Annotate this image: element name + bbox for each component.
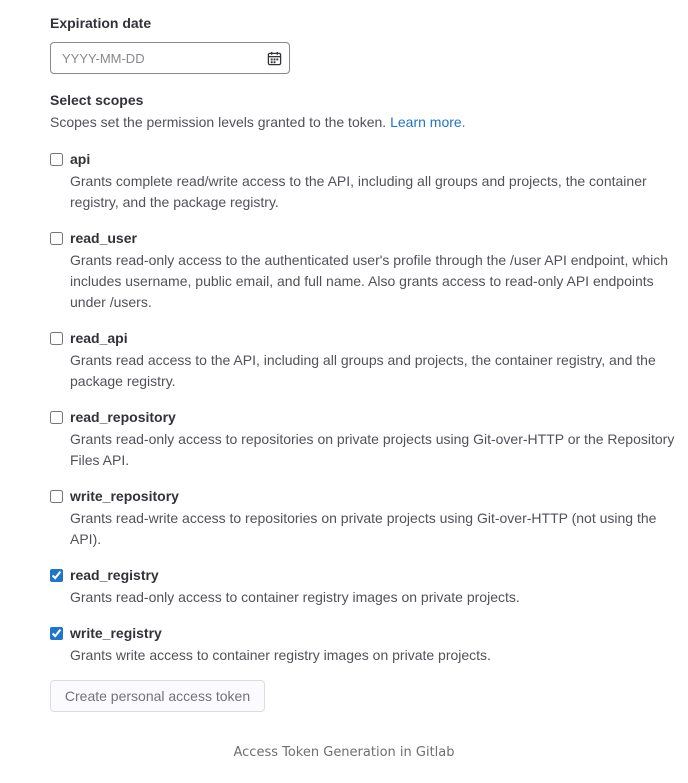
expiration-date-picker[interactable] bbox=[50, 42, 290, 74]
select-scopes-heading: Select scopes bbox=[50, 92, 144, 108]
scope-read-registry-checkbox[interactable] bbox=[50, 569, 63, 582]
calendar-icon[interactable] bbox=[267, 51, 282, 66]
scope-write-registry-checkbox[interactable] bbox=[50, 627, 63, 640]
scope-read-repository-checkbox[interactable] bbox=[50, 411, 63, 424]
scope-write-repository-checkbox[interactable] bbox=[50, 490, 63, 503]
scope-write-repository-name: write_repository bbox=[70, 488, 179, 504]
scope-write-registry-description: Grants write access to container registry images on private projects. bbox=[70, 647, 491, 663]
scope-api-name: api bbox=[70, 151, 91, 167]
scope-read-repository-name: read_repository bbox=[70, 409, 176, 425]
scope-api-checkbox[interactable] bbox=[50, 153, 63, 166]
scope-read-user-checkbox[interactable] bbox=[50, 232, 63, 245]
scope-write-repository-description: Grants read-write access to repositories on private projects using Git-over-HTTP (not using the API). bbox=[70, 510, 657, 547]
scope-write-registry-name: write_registry bbox=[70, 625, 162, 641]
scope-read-api-description: Grants read access to the API, including all groups and projects, the container registry, and the package registry. bbox=[70, 352, 656, 389]
scope-read-user-description: Grants read-only access to the authenticated user's profile through the /user API endpoint, which includes username, public email, and full name. Also grants access to read-only API endpoints under /users. bbox=[70, 252, 669, 310]
scopes-help-description: Scopes set the permission levels granted to the token. bbox=[50, 114, 387, 130]
scope-read-api-checkbox[interactable] bbox=[50, 332, 63, 345]
expiration-date-label: Expiration date bbox=[50, 15, 152, 31]
scope-read-user-name: read_user bbox=[70, 230, 137, 246]
scope-read-registry-description: Grants read-only access to container registry images on private projects. bbox=[70, 589, 520, 605]
figure-caption: Access Token Generation in Gitlab bbox=[233, 745, 455, 760]
expiration-date-input[interactable] bbox=[51, 43, 251, 73]
create-token-button[interactable]: Create personal access token bbox=[50, 680, 265, 712]
learn-more-link[interactable]: Learn more. bbox=[390, 114, 466, 130]
scope-read-repository-description: Grants read-only access to repositories on private projects using Git-over-HTTP or the Repository Files API. bbox=[70, 431, 675, 468]
scope-read-registry-name: read_registry bbox=[70, 567, 159, 583]
scope-api-description: Grants complete read/write access to the API, including all groups and projects, the container registry, and the package registry. bbox=[70, 173, 647, 210]
scopes-help-text bbox=[50, 114, 466, 130]
scope-read-api-name: read_api bbox=[70, 330, 128, 346]
